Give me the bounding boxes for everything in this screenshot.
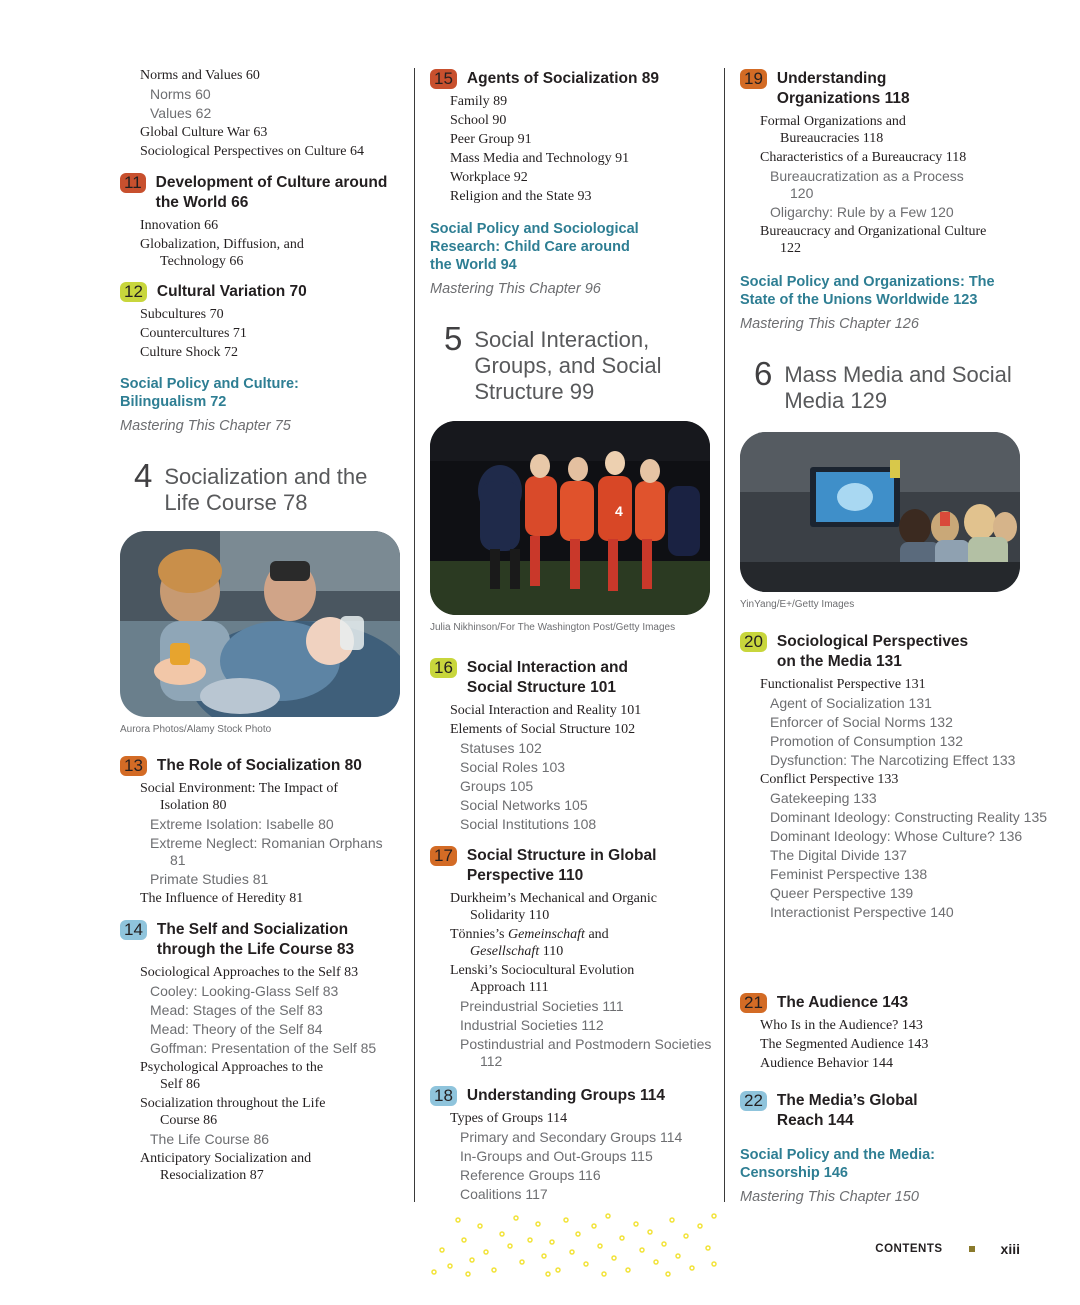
- unit-number: 5: [444, 320, 463, 357]
- toc-entry[interactable]: Social Environment: The Impact of Isolation 80: [140, 781, 339, 813]
- unit-6-photo: [740, 432, 1020, 592]
- toc-entry[interactable]: Formal Organizations and Bureaucracies 118: [760, 114, 906, 146]
- chapter-title[interactable]: The Self and Socialization through the Life Course 83: [156, 921, 355, 958]
- chapter-17: [430, 846, 715, 1070]
- toc-subentry[interactable]: Social Roles 103: [460, 759, 566, 775]
- toc-entry[interactable]: The Influence of Heredity 81: [140, 891, 304, 906]
- chapter-number-badge: 22: [740, 1091, 767, 1111]
- photo-father-feeding-babies: [120, 531, 400, 717]
- chapter-21: [740, 993, 1030, 1072]
- toc-entry[interactable]: Global Culture War 63: [140, 125, 268, 140]
- toc-entry[interactable]: School 90: [450, 113, 507, 128]
- chapter-title[interactable]: Agents of Socialization 89: [466, 70, 659, 87]
- toc-subentry[interactable]: Social Networks 105: [460, 797, 588, 813]
- chapter-title[interactable]: The Media’s Global Reach 144: [776, 1092, 918, 1129]
- toc-subentry[interactable]: Promotion of Consumption 132: [770, 733, 963, 749]
- toc-subentry[interactable]: Dominant Ideology: Whose Culture? 136: [770, 828, 1023, 844]
- unit-number: 4: [134, 457, 153, 494]
- page-number: xiii: [1000, 1241, 1020, 1257]
- toc-subentry[interactable]: Primate Studies 81: [150, 871, 269, 887]
- toc-subentry[interactable]: Queer Perspective 139: [770, 885, 914, 901]
- chapter-15: [430, 69, 715, 205]
- mastering-chapter-link[interactable]: Mastering This Chapter 75: [120, 418, 291, 434]
- toc-entry[interactable]: Religion and the State 93: [450, 189, 592, 204]
- toc-entry-text: and: [584, 927, 609, 942]
- unit-title[interactable]: Socialization and the Life Course 78: [164, 464, 368, 515]
- column-divider-left: [414, 68, 415, 1202]
- chapter-14: [120, 920, 405, 1184]
- social-policy-link[interactable]: Social Policy and the Media: Censorship 146: [740, 1147, 935, 1181]
- footer-section-label: CONTENTS: [875, 1243, 943, 1255]
- footer-separator-square: [969, 1246, 975, 1252]
- social-policy-link[interactable]: Social Policy and Sociological Research: Child Care around the World 94: [430, 221, 639, 273]
- toc-entry[interactable]: Globalization, Diffusion, and Technology 66: [140, 237, 304, 269]
- toc-subentry[interactable]: Values 62: [150, 105, 212, 121]
- chapter-11: [120, 173, 405, 270]
- chapter-20: [740, 632, 1048, 921]
- toc-entry[interactable]: Anticipatory Socialization and Resocialization 87: [140, 1151, 312, 1183]
- chapter-number-badge: 19: [740, 69, 767, 89]
- toc-subentry[interactable]: Mead: Stages of the Self 83: [150, 1002, 323, 1018]
- toc-subentry[interactable]: Preindustrial Societies 111: [460, 998, 624, 1014]
- unit-title[interactable]: Mass Media and Social Media 129: [784, 362, 1012, 413]
- photo-credit: Julia Nikhinson/For The Washington Post/Getty Images: [430, 622, 676, 633]
- chapter-number-badge: 20: [740, 632, 767, 652]
- photo-soccer-team-celebrating: [430, 421, 710, 615]
- chapter-number-badge: 11: [120, 173, 146, 193]
- chapter-number-badge: 13: [120, 756, 147, 776]
- toc-subentry[interactable]: Goffman: Presentation of the Self 85: [150, 1040, 377, 1056]
- toc-subentry[interactable]: Extreme Isolation: Isabelle 80: [150, 816, 334, 832]
- chapter-title[interactable]: Development of Culture around the World 66: [155, 174, 388, 211]
- toc-entry[interactable]: Types of Groups 114: [450, 1111, 568, 1126]
- toc-entry[interactable]: Subcultures 70: [140, 307, 224, 322]
- unit-6-heading: [754, 357, 1030, 414]
- unit-5-photo: [430, 421, 710, 615]
- toc-subentry[interactable]: Dominant Ideology: Constructing Reality 135: [770, 809, 1048, 825]
- chapter-number-badge: 16: [430, 658, 457, 678]
- mastering-chapter-link[interactable]: Mastering This Chapter 150: [740, 1189, 919, 1205]
- chapter-title[interactable]: Understanding Groups 114: [466, 1087, 666, 1104]
- chapter-number-badge: 14: [120, 920, 147, 940]
- toc-subentry[interactable]: Feminist Perspective 138: [770, 866, 928, 882]
- toc-subentry[interactable]: Reference Groups 116: [460, 1167, 601, 1183]
- unit-4-photo: [120, 531, 400, 717]
- toc-entry-page: 110: [539, 944, 564, 959]
- toc-subentry[interactable]: The Digital Divide 137: [770, 847, 907, 863]
- chapter-title[interactable]: Social Interaction and Social Structure 101: [466, 659, 628, 696]
- toc-entry-italic: Gesellschaft: [470, 944, 540, 959]
- toc-subentry[interactable]: Coalitions 117: [460, 1186, 548, 1202]
- svg-text:4: 4: [615, 503, 623, 519]
- chapter-number-badge: 17: [430, 846, 457, 866]
- page-footer: [875, 1241, 1020, 1257]
- chapter-number-badge: 15: [430, 69, 457, 89]
- chapter-16: [430, 658, 715, 833]
- toc-subentry[interactable]: Groups 105: [460, 778, 534, 794]
- photo-family-watching-tv: [740, 432, 1020, 592]
- toc-subentry[interactable]: The Life Course 86: [150, 1131, 270, 1147]
- toc-subentry[interactable]: In-Groups and Out-Groups 115: [460, 1148, 653, 1164]
- chapter-title[interactable]: The Role of Socialization 80: [156, 757, 362, 774]
- toc-entry[interactable]: Who Is in the Audience? 143: [760, 1018, 923, 1033]
- toc-subentry[interactable]: Statuses 102: [460, 740, 542, 756]
- photo-credit: YinYang/E+/Getty Images: [740, 599, 855, 610]
- chapter-number-badge: 18: [430, 1086, 457, 1106]
- toc-subentry[interactable]: Primary and Secondary Groups 114: [460, 1129, 683, 1145]
- toc-subentry[interactable]: Dysfunction: The Narcotizing Effect 133: [770, 752, 1016, 768]
- chapter-12: [120, 282, 405, 361]
- chapter-13: [120, 756, 405, 907]
- toc-entry[interactable]: Countercultures 71: [140, 326, 247, 341]
- toc-entry[interactable]: Social Interaction and Reality 101: [450, 703, 642, 718]
- toc-entry[interactable]: Bureaucracy and Organizational Culture 122: [760, 224, 987, 256]
- toc-entry[interactable]: [430, 926, 640, 960]
- chapter-title[interactable]: Social Structure in Global Perspective 110: [466, 847, 657, 884]
- toc-subentry[interactable]: Extreme Neglect: Romanian Orphans 81: [150, 835, 383, 868]
- toc-entry[interactable]: Family 89: [450, 94, 508, 109]
- toc-subentry[interactable]: Interactionist Perspective 140: [770, 904, 954, 920]
- toc-entry[interactable]: Functionalist Perspective 131: [760, 677, 926, 692]
- toc-subentry[interactable]: Social Institutions 108: [460, 816, 597, 832]
- chapter-title[interactable]: Sociological Perspectives on the Media 131: [776, 633, 969, 670]
- toc-entry[interactable]: Sociological Approaches to the Self 83: [140, 965, 359, 980]
- toc-entry[interactable]: Mass Media and Technology 91: [450, 151, 630, 166]
- toc-subentry[interactable]: Enforcer of Social Norms 132: [770, 714, 953, 730]
- chapter-19: [740, 69, 1030, 257]
- toc-subentry[interactable]: Gatekeeping 133: [770, 790, 877, 806]
- toc-subentry[interactable]: Mead: Theory of the Self 84: [150, 1021, 323, 1037]
- toc-entry[interactable]: Conflict Perspective 133: [760, 772, 899, 787]
- toc-entry[interactable]: Socialization throughout the Life Course 86: [140, 1096, 326, 1128]
- toc-subentry[interactable]: Postindustrial and Postmodern Societies 112: [460, 1036, 712, 1069]
- photo-credit: Aurora Photos/Alamy Stock Photo: [120, 724, 272, 735]
- mastering-chapter-link[interactable]: Mastering This Chapter 126: [740, 316, 919, 332]
- unit-4-heading: [134, 459, 404, 516]
- chapter-number-badge: 21: [740, 993, 767, 1013]
- toc-subentry[interactable]: Cooley: Looking-Glass Self 83: [150, 983, 339, 999]
- chapter-number-badge: 12: [120, 282, 147, 302]
- toc-subentry[interactable]: Norms 60: [150, 86, 211, 102]
- chapter-18: [430, 1086, 715, 1203]
- column-divider-right: [724, 68, 725, 1202]
- decorative-dot-pattern: [428, 1212, 720, 1278]
- toc-entry[interactable]: Audience Behavior 144: [760, 1056, 893, 1071]
- chapter-22: [740, 1091, 1030, 1131]
- toc-subentry[interactable]: Oligarchy: Rule by a Few 120: [770, 204, 954, 220]
- toc-entry-group: [120, 67, 364, 160]
- mastering-chapter-link[interactable]: Mastering This Chapter 96: [430, 281, 601, 297]
- unit-title[interactable]: Social Interaction, Groups, and Social Structure 99: [474, 327, 662, 404]
- chapter-title[interactable]: The Audience 143: [776, 994, 909, 1011]
- unit-5-heading: [444, 322, 714, 405]
- toc-entry[interactable]: Lenski’s Sociocultural Evolution Approach 111: [450, 963, 635, 995]
- toc-subentry[interactable]: Bureaucratization as a Process 120: [770, 168, 964, 201]
- toc-entry[interactable]: Characteristics of a Bureaucracy 118: [760, 150, 967, 165]
- toc-entry[interactable]: Peer Group 91: [450, 132, 532, 147]
- unit-number: 6: [754, 355, 773, 392]
- toc-entry[interactable]: Culture Shock 72: [140, 345, 238, 360]
- toc-entry[interactable]: Elements of Social Structure 102: [450, 722, 636, 737]
- toc-entry[interactable]: Norms and Values 60: [140, 68, 260, 83]
- chapter-title[interactable]: Understanding Organizations 118: [776, 70, 910, 107]
- toc-entry[interactable]: Psychological Approaches to the Self 86: [140, 1060, 324, 1092]
- toc-entry[interactable]: The Segmented Audience 143: [760, 1037, 929, 1052]
- toc-entry-text: Tönnies’s: [450, 927, 508, 942]
- toc-entry[interactable]: Sociological Perspectives on Culture 64: [140, 144, 364, 159]
- toc-entry[interactable]: Innovation 66: [140, 218, 219, 233]
- toc-subentry[interactable]: Industrial Societies 112: [460, 1017, 604, 1033]
- toc-subentry[interactable]: Agent of Socialization 131: [770, 695, 932, 711]
- chapter-title[interactable]: Cultural Variation 70: [156, 283, 307, 300]
- toc-entry[interactable]: Durkheim’s Mechanical and Organic Solidarity 110: [450, 891, 657, 923]
- social-policy-link[interactable]: Social Policy and Culture: Bilingualism 72: [120, 376, 299, 410]
- social-policy-link[interactable]: Social Policy and Organizations: The State of the Unions Worldwide 123: [740, 274, 995, 308]
- toc-entry[interactable]: Workplace 92: [450, 170, 528, 185]
- toc-entry-italic: Gemeinschaft: [507, 927, 585, 942]
